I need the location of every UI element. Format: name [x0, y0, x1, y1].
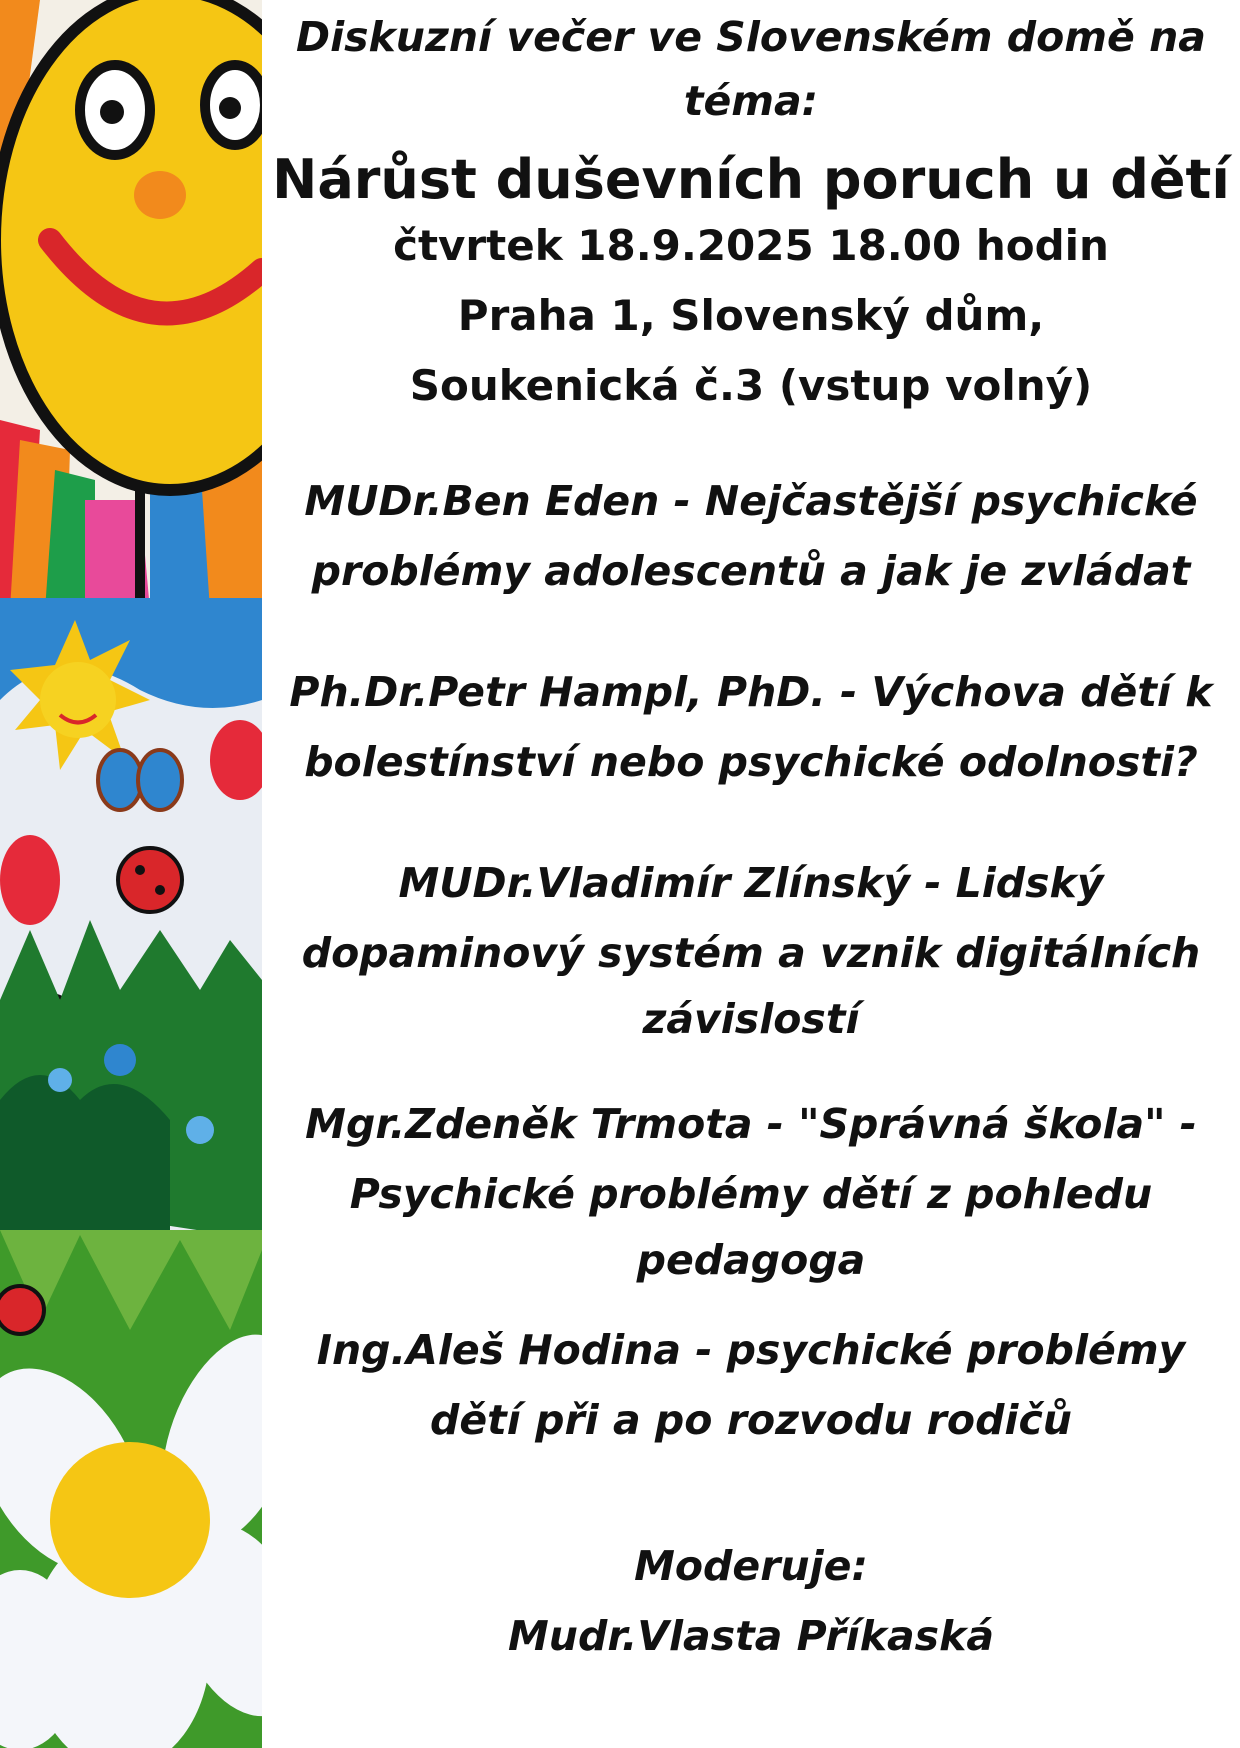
event-place-line-1: Praha 1, Slovenský dům,	[457, 291, 1045, 340]
talk-line: závislostí	[642, 995, 860, 1043]
painting-illustration	[0, 0, 262, 1748]
intro-line-2: téma:	[683, 77, 819, 125]
event-place-line-2: Soukenická č.3 (vstup volný)	[409, 361, 1093, 410]
event-title: Nárůst duševních poruch u dětí	[272, 148, 1230, 211]
talk-line: Ph.Dr.Petr Hampl, PhD. - Výchova dětí k	[289, 668, 1213, 716]
talk-line: MUDr.Vladimír Zlínský - Lidský	[398, 859, 1104, 907]
talk-line: pedagoga	[636, 1236, 866, 1284]
moderator-name: Mudr.Vlasta Příkaská	[507, 1612, 994, 1660]
talk-line: Mgr.Zdeněk Trmota - "Správná škola" -	[305, 1100, 1197, 1148]
talk-line: problémy adolescentů a jak je zvládat	[311, 547, 1191, 595]
childrens-painting-strip	[0, 0, 262, 1748]
intro-line-1: Diskuzní večer ve Slovenském domě na	[296, 13, 1206, 61]
flyer-text	[262, 0, 1240, 1748]
moderator-label: Moderuje:	[634, 1542, 868, 1590]
talk-line: Psychické problémy dětí z pohledu	[349, 1170, 1153, 1218]
event-date-time: čtvrtek 18.9.2025 18.00 hodin	[393, 221, 1109, 270]
talk-line: bolestínství nebo psychické odolnosti?	[304, 738, 1198, 786]
talk-line: Ing.Aleš Hodina - psychické problémy	[316, 1326, 1186, 1374]
talk-line: MUDr.Ben Eden - Nejčastější psychické	[304, 477, 1198, 525]
talk-line: dětí při a po rozvodu rodičů	[430, 1396, 1072, 1444]
talk-line: dopaminový systém a vznik digitálních	[301, 929, 1201, 977]
